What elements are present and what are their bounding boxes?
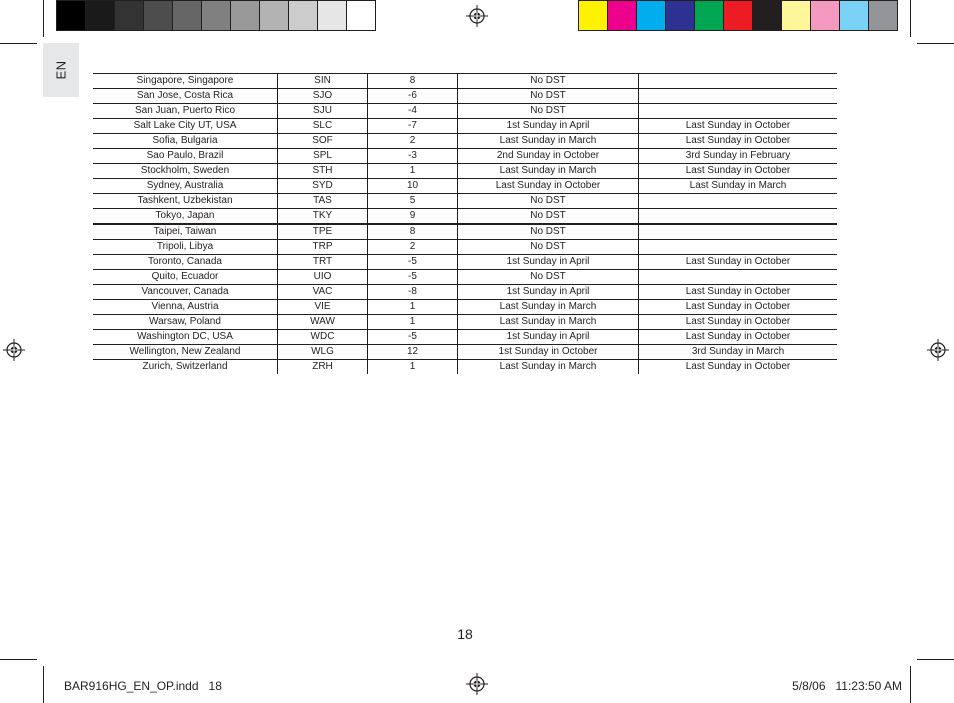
- dst-start-cell: 1st Sunday in April: [458, 330, 639, 345]
- table-row: [93, 179, 837, 194]
- dst-end-cell: [639, 74, 838, 89]
- utc-offset-cell: 10: [368, 179, 458, 194]
- dst-start-cell: Last Sunday in March: [458, 134, 639, 149]
- city-cell: Tokyo, Japan: [93, 209, 278, 225]
- city-cell: Warsaw, Poland: [93, 315, 278, 330]
- table-row: [93, 194, 837, 209]
- code-cell: SJU: [278, 104, 368, 119]
- code-cell: STH: [278, 164, 368, 179]
- code-cell: SLC: [278, 119, 368, 134]
- color-swatch: [144, 0, 173, 31]
- table-row: [93, 345, 837, 360]
- dst-start-cell: 2nd Sunday in October: [458, 149, 639, 164]
- city-cell: Tashkent, Uzbekistan: [93, 194, 278, 209]
- dst-end-cell: Last Sunday in October: [639, 360, 838, 375]
- code-cell: TRT: [278, 255, 368, 270]
- utc-offset-cell: 1: [368, 315, 458, 330]
- color-swatch-bar: [578, 0, 898, 31]
- dst-end-cell: Last Sunday in October: [639, 119, 838, 134]
- dst-start-cell: Last Sunday in March: [458, 300, 639, 315]
- table-row: [93, 270, 837, 285]
- color-swatch: [578, 0, 608, 31]
- utc-offset-cell: 2: [368, 240, 458, 255]
- color-swatch: [695, 0, 724, 31]
- color-swatch: [260, 0, 289, 31]
- city-cell: Zurich, Switzerland: [142, 361, 228, 372]
- color-swatch: [753, 0, 782, 31]
- grayscale-swatch-bar: [56, 0, 376, 31]
- dst-end-cell: [639, 240, 838, 255]
- utc-offset-cell: 2: [368, 134, 458, 149]
- utc-offset-cell: -3: [368, 149, 458, 164]
- city-cell: Stockholm, Sweden: [93, 164, 278, 179]
- table-row: [93, 134, 837, 149]
- city-cell: Sofia, Bulgaria: [93, 134, 278, 149]
- color-swatch: [840, 0, 869, 31]
- utc-offset-cell: -5: [368, 270, 458, 285]
- utc-offset-cell: -8: [368, 285, 458, 300]
- dst-start-cell: Last Sunday in March: [458, 164, 639, 179]
- dst-start-cell: No DST: [458, 89, 639, 104]
- dst-end-cell: Last Sunday in October: [639, 315, 838, 330]
- dst-start-cell: 1st Sunday in April: [458, 285, 639, 300]
- utc-offset-cell: -6: [368, 89, 458, 104]
- color-swatch: [347, 0, 376, 31]
- color-swatch: [608, 0, 637, 31]
- code-cell: SPL: [278, 149, 368, 164]
- utc-offset-cell: 1: [368, 360, 458, 375]
- utc-offset-cell: 12: [368, 345, 458, 360]
- code-cell: TAS: [278, 194, 368, 209]
- dst-end-cell: [639, 89, 838, 104]
- dst-start-cell: No DST: [458, 104, 639, 119]
- city-cell: Tripoli, Libya: [93, 240, 278, 255]
- dst-end-cell: [639, 104, 838, 119]
- dst-start-cell: No DST: [458, 74, 639, 89]
- table-row: [93, 255, 837, 270]
- dst-end-cell: [639, 224, 838, 240]
- city-cell: San Juan, Puerto Rico: [93, 104, 278, 119]
- code-cell: TPE: [278, 224, 368, 240]
- dst-start-cell: Last Sunday in March: [458, 315, 639, 330]
- code-cell: WLG: [278, 345, 368, 360]
- dst-start-cell: 1st Sunday in April: [458, 255, 639, 270]
- dst-end-cell: Last Sunday in October: [639, 134, 838, 149]
- city-cell: Taipei, Taiwan: [93, 224, 278, 240]
- crop-mark: [43, 0, 44, 37]
- utc-offset-cell: -7: [368, 119, 458, 134]
- table-row: [93, 74, 837, 89]
- dst-end-cell: Last Sunday in October: [639, 285, 838, 300]
- city-cell: Vienna, Austria: [93, 300, 278, 315]
- color-swatch: [231, 0, 260, 31]
- color-swatch: [811, 0, 840, 31]
- dst-end-cell: Last Sunday in October: [639, 300, 838, 315]
- registration-mark-icon: [3, 339, 25, 361]
- dst-end-cell: Last Sunday in October: [639, 255, 838, 270]
- dst-start-cell: 1st Sunday in April: [458, 119, 639, 134]
- city-cell: San Jose, Costa Rica: [93, 89, 278, 104]
- dst-start-cell: No DST: [458, 240, 639, 255]
- crop-mark: [0, 43, 37, 44]
- dst-start-cell: No DST: [458, 224, 639, 240]
- dst-start-cell: No DST: [458, 194, 639, 209]
- table-row: [93, 119, 837, 134]
- color-swatch: [782, 0, 811, 31]
- code-cell: SYD: [278, 179, 368, 194]
- dst-end-cell: [639, 270, 838, 285]
- code-cell: VIE: [278, 300, 368, 315]
- city-cell: Sao Paulo, Brazil: [93, 149, 278, 164]
- utc-offset-cell: 1: [368, 300, 458, 315]
- registration-mark-icon: [466, 5, 488, 27]
- utc-offset-cell: 8: [368, 74, 458, 89]
- table-row: [93, 89, 837, 104]
- table-row: [93, 209, 837, 225]
- footer-timestamp: 5/8/06 11:23:50 AM: [792, 679, 902, 693]
- color-swatch: [724, 0, 753, 31]
- registration-mark-icon: [927, 339, 949, 361]
- color-swatch: [869, 0, 898, 31]
- utc-offset-cell: 8: [368, 224, 458, 240]
- utc-offset-cell: -4: [368, 104, 458, 119]
- code-cell: UIO: [278, 270, 368, 285]
- table-row: [93, 104, 837, 119]
- code-cell: ZRH: [278, 360, 368, 375]
- code-cell: VAC: [278, 285, 368, 300]
- color-swatch: [637, 0, 666, 31]
- table-row: [93, 315, 837, 330]
- color-swatch: [86, 0, 115, 31]
- table-row: [93, 300, 837, 315]
- city-cell: Wellington, New Zealand: [93, 345, 278, 360]
- crop-mark: [910, 0, 911, 37]
- crop-mark: [910, 666, 911, 703]
- dst-start-cell: No DST: [458, 270, 639, 285]
- table-row: [93, 330, 837, 345]
- city-cell: Washington DC, USA: [93, 330, 278, 345]
- code-cell: WDC: [278, 330, 368, 345]
- color-swatch: [56, 0, 86, 31]
- dst-end-cell: [639, 194, 838, 209]
- dst-start-cell: Last Sunday in March: [458, 360, 639, 375]
- code-cell: SOF: [278, 134, 368, 149]
- page-number: 18: [457, 626, 473, 642]
- city-timezone-table: [93, 73, 837, 374]
- city-cell: Salt Lake City UT, USA: [93, 119, 278, 134]
- city-cell: Quito, Ecuador: [93, 270, 278, 285]
- city-cell: Toronto, Canada: [93, 255, 278, 270]
- footer-file-name: BAR916HG_EN_OP.indd 18: [64, 679, 222, 693]
- dst-end-cell: Last Sunday in October: [639, 164, 838, 179]
- code-cell: SJO: [278, 89, 368, 104]
- registration-mark-icon: [466, 673, 488, 695]
- language-tab-label: EN: [53, 60, 69, 80]
- table-row: [93, 224, 837, 240]
- dst-end-cell: Last Sunday in March: [639, 179, 838, 194]
- color-swatch: [318, 0, 347, 31]
- color-swatch: [666, 0, 695, 31]
- table-row: [93, 240, 837, 255]
- crop-mark: [43, 666, 44, 703]
- code-cell: SIN: [278, 74, 368, 89]
- table-row: [93, 360, 837, 375]
- color-swatch: [115, 0, 144, 31]
- city-cell: Sydney, Australia: [93, 179, 278, 194]
- crop-mark: [917, 43, 954, 44]
- color-swatch: [173, 0, 202, 31]
- utc-offset-cell: -5: [368, 330, 458, 345]
- utc-offset-cell: -5: [368, 255, 458, 270]
- table-row: [93, 149, 837, 164]
- code-cell: TRP: [278, 240, 368, 255]
- table-row: [93, 285, 837, 300]
- utc-offset-cell: 1: [368, 164, 458, 179]
- city-cell: Vancouver, Canada: [93, 285, 278, 300]
- code-cell: WAW: [278, 315, 368, 330]
- code-cell: TKY: [278, 209, 368, 225]
- city-cell: Singapore, Singapore: [93, 74, 278, 89]
- dst-end-cell: 3rd Sunday in February: [639, 149, 838, 164]
- dst-end-cell: 3rd Sunday in March: [639, 345, 838, 360]
- color-swatch: [202, 0, 231, 31]
- crop-mark: [0, 659, 37, 660]
- utc-offset-cell: 5: [368, 194, 458, 209]
- dst-start-cell: No DST: [458, 209, 639, 225]
- crop-mark: [917, 659, 954, 660]
- language-tab: [43, 43, 79, 97]
- dst-start-cell: 1st Sunday in October: [458, 345, 639, 360]
- dst-end-cell: Last Sunday in October: [639, 330, 838, 345]
- dst-end-cell: [639, 209, 838, 225]
- color-swatch: [289, 0, 318, 31]
- table-row: [93, 164, 837, 179]
- utc-offset-cell: 9: [368, 209, 458, 225]
- dst-start-cell: Last Sunday in October: [458, 179, 639, 194]
